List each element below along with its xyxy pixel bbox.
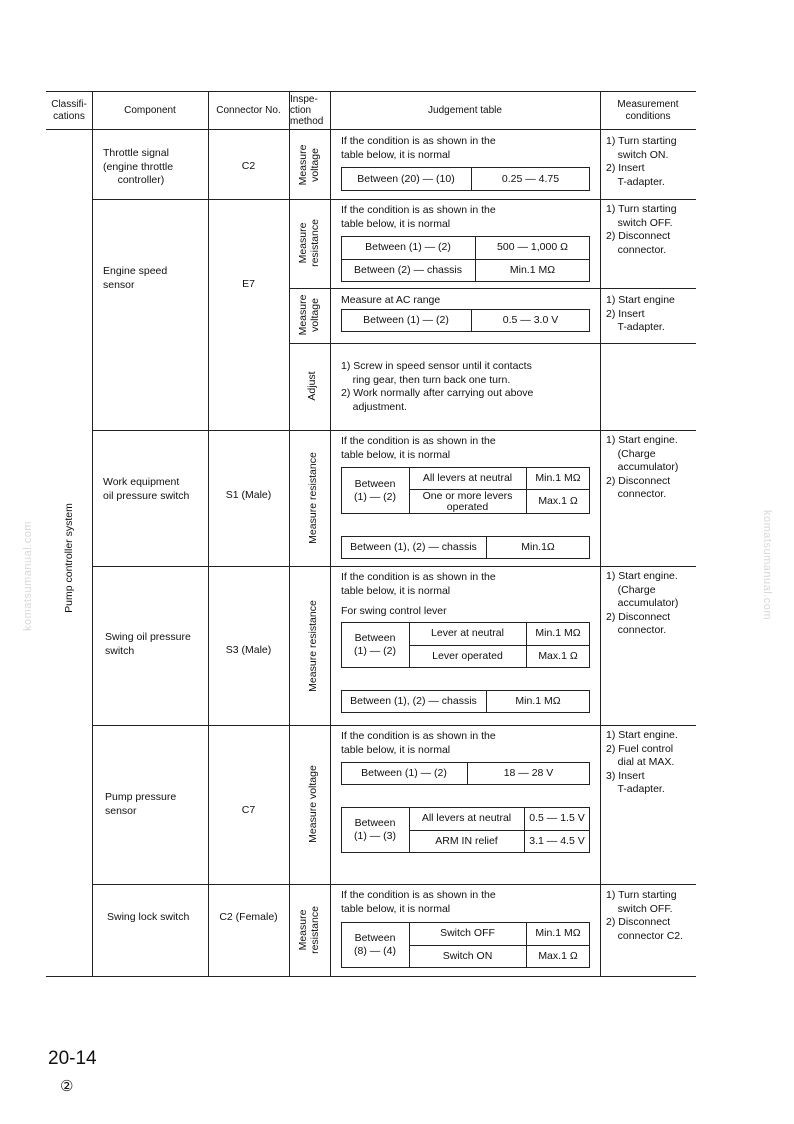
throttle-value: 0.25 — 4.75 xyxy=(501,172,560,185)
lock-value-1: Min.1 MΩ xyxy=(535,927,581,939)
lock-between-8-4: Between (8) — (4) xyxy=(354,932,396,957)
method-measure-voltage-pump: Measure voltage xyxy=(307,765,319,843)
work-value-1: Min.1 MΩ xyxy=(535,471,581,484)
engine-value-1: 500 — 1,000 Ω xyxy=(497,241,568,253)
lock-intro: If the condition is as shown in the table below, it is normal xyxy=(341,889,496,915)
component-engine-speed-sensor: Engine speed sensor xyxy=(103,265,168,291)
engine-value-2: Min.1 MΩ xyxy=(509,264,556,276)
connector-s1: S1 (Male) xyxy=(225,489,272,501)
method-measure-voltage-2: Measure voltage xyxy=(297,294,321,336)
throttle-conditions: 1) Turn starting switch ON. 2) Insert T-adapter. xyxy=(606,135,677,188)
watermark-left: komatsumanual.com xyxy=(22,521,34,631)
engine-conditions-2: 1) Start engine 2) Insert T-adapter. xyxy=(606,294,675,333)
table-bottom-border xyxy=(46,976,696,977)
header-component: Component xyxy=(124,105,176,116)
connector-c2-female: C2 (Female) xyxy=(219,911,278,923)
pump-between-1-2: Between (1) — (2) xyxy=(361,767,447,779)
engine-conditions-1: 1) Turn starting switch OFF. 2) Disconnect connector. xyxy=(606,203,677,256)
row-divider xyxy=(92,566,696,567)
engine-ac-value: 0.5 — 3.0 V xyxy=(502,314,559,326)
connector-c2: C2 xyxy=(241,160,256,172)
col-divider-1 xyxy=(92,91,93,976)
pump-all-levers-neutral: All levers at neutral xyxy=(421,812,512,824)
connector-c7: C7 xyxy=(241,804,256,816)
swing-between-chassis: Between (1), (2) — chassis xyxy=(350,695,477,707)
component-work-equipment-switch: Work equipment oil pressure switch xyxy=(103,476,190,502)
connector-e7: E7 xyxy=(242,278,255,290)
method-measure-resistance-work: Measure resistance xyxy=(307,452,319,544)
component-swing-lock-switch: Swing lock switch xyxy=(107,911,190,923)
lock-value-2: Max.1 Ω xyxy=(538,950,578,962)
sub-row-divider xyxy=(289,288,696,289)
row-divider xyxy=(92,199,696,200)
swing-intro: If the condition is as shown in the table below, it is normal xyxy=(341,571,496,597)
connector-s3: S3 (Male) xyxy=(225,644,272,656)
swing-chassis-value: Min.1 MΩ xyxy=(515,695,561,707)
method-adjust: Adjust xyxy=(306,371,318,401)
header-measurement-conditions: Measurement conditions xyxy=(617,98,679,122)
pump-value-3: 3.1 — 4.5 V xyxy=(529,835,585,847)
pump-intro: If the condition is as shown in the table below, it is normal xyxy=(341,730,496,756)
row-divider xyxy=(92,884,696,885)
pump-value-2: 0.5 — 1.5 V xyxy=(529,812,585,824)
pump-conditions: 1) Start engine. 2) Fuel control dial at MAX. 3) Insert T-adapter. xyxy=(606,729,678,795)
header-classifications: Classifi- cations xyxy=(51,98,87,122)
classification-label: Pump controller system xyxy=(63,503,75,613)
col-divider-4 xyxy=(330,91,331,976)
engine-ac-range: Measure at AC range xyxy=(341,294,441,306)
throttle-between-label: Between (20) — (10) xyxy=(357,172,455,185)
lock-switch-off: Switch OFF xyxy=(440,927,495,939)
swing-lever-neutral: Lever at neutral xyxy=(431,627,504,639)
lock-switch-on: Switch ON xyxy=(442,950,493,962)
component-swing-oil-pressure-switch: Swing oil pressure switch xyxy=(105,631,191,657)
header-bottom-border xyxy=(46,129,696,130)
method-measure-resistance-lock: Measure resistance xyxy=(297,906,321,954)
work-conditions: 1) Start engine. (Charge accumulator) 2) Disconnect connector. xyxy=(606,434,679,500)
work-one-or-more-levers: One or more levers operated xyxy=(422,489,513,513)
header-connector: Connector No. xyxy=(216,105,281,116)
lock-conditions: 1) Turn starting switch OFF. 2) Disconnect connector C2. xyxy=(606,889,684,942)
throttle-intro: If the condition is as shown in the table below, it is normal xyxy=(341,135,496,161)
swing-between-1-2: Between (1) — (2) xyxy=(354,632,396,657)
engine-between-2-chassis: Between (2) — chassis xyxy=(354,264,462,276)
col-divider-2 xyxy=(208,91,209,976)
col-divider-3 xyxy=(289,91,290,976)
header-judgement-table: Judgement table xyxy=(428,105,502,116)
work-all-levers-neutral: All levers at neutral xyxy=(422,471,513,484)
component-pump-pressure-sensor: Pump pressure sensor xyxy=(105,791,177,817)
swing-for-lever: For swing control lever xyxy=(341,605,447,617)
swing-conditions: 1) Start engine. (Charge accumulator) 2) Disconnect connector. xyxy=(606,570,679,636)
sub-row-divider xyxy=(289,343,696,344)
row-divider xyxy=(92,430,696,431)
engine-ac-between: Between (1) — (2) xyxy=(363,314,449,326)
pump-between-1-3: Between (1) — (3) xyxy=(354,817,396,842)
watermark-right: komatsumanual.com xyxy=(761,510,773,620)
method-measure-resistance-swing: Measure resistance xyxy=(307,600,319,692)
work-between-chassis: Between (1), (2) — chassis xyxy=(350,541,477,553)
component-throttle-signal: Throttle signal (engine throttle controller) xyxy=(103,147,174,186)
header-inspection-method: Inspe- ction method xyxy=(290,94,324,127)
engine-adjust-text: 1) Screw in speed sensor until it contacts ring gear, then turn back one turn. 2) Work normally after carrying out above adjustment. xyxy=(341,360,534,413)
revision-mark: ② xyxy=(60,1078,74,1095)
swing-lever-operated: Lever operated xyxy=(432,650,503,662)
swing-value-2: Max.1 Ω xyxy=(538,650,578,662)
engine-intro: If the condition is as shown in the table below, it is normal xyxy=(341,204,496,230)
col-divider-5 xyxy=(600,91,601,976)
pump-value-1: 18 — 28 V xyxy=(503,767,554,779)
work-chassis-value: Min.1Ω xyxy=(521,541,555,553)
method-measure-resistance: Measure resistance xyxy=(297,219,321,267)
engine-between-1-2: Between (1) — (2) xyxy=(365,241,451,253)
pump-arm-in-relief: ARM IN relief xyxy=(435,835,498,847)
work-value-2: Max.1 Ω xyxy=(538,495,578,507)
page-number: 20-14 xyxy=(48,1048,97,1069)
row-divider xyxy=(92,725,696,726)
method-measure-voltage: Measure voltage xyxy=(297,144,321,186)
work-between-1-2: Between (1) — (2) xyxy=(354,477,396,503)
work-intro: If the condition is as shown in the table below, it is normal xyxy=(341,435,496,461)
swing-value-1: Min.1 MΩ xyxy=(535,627,581,639)
